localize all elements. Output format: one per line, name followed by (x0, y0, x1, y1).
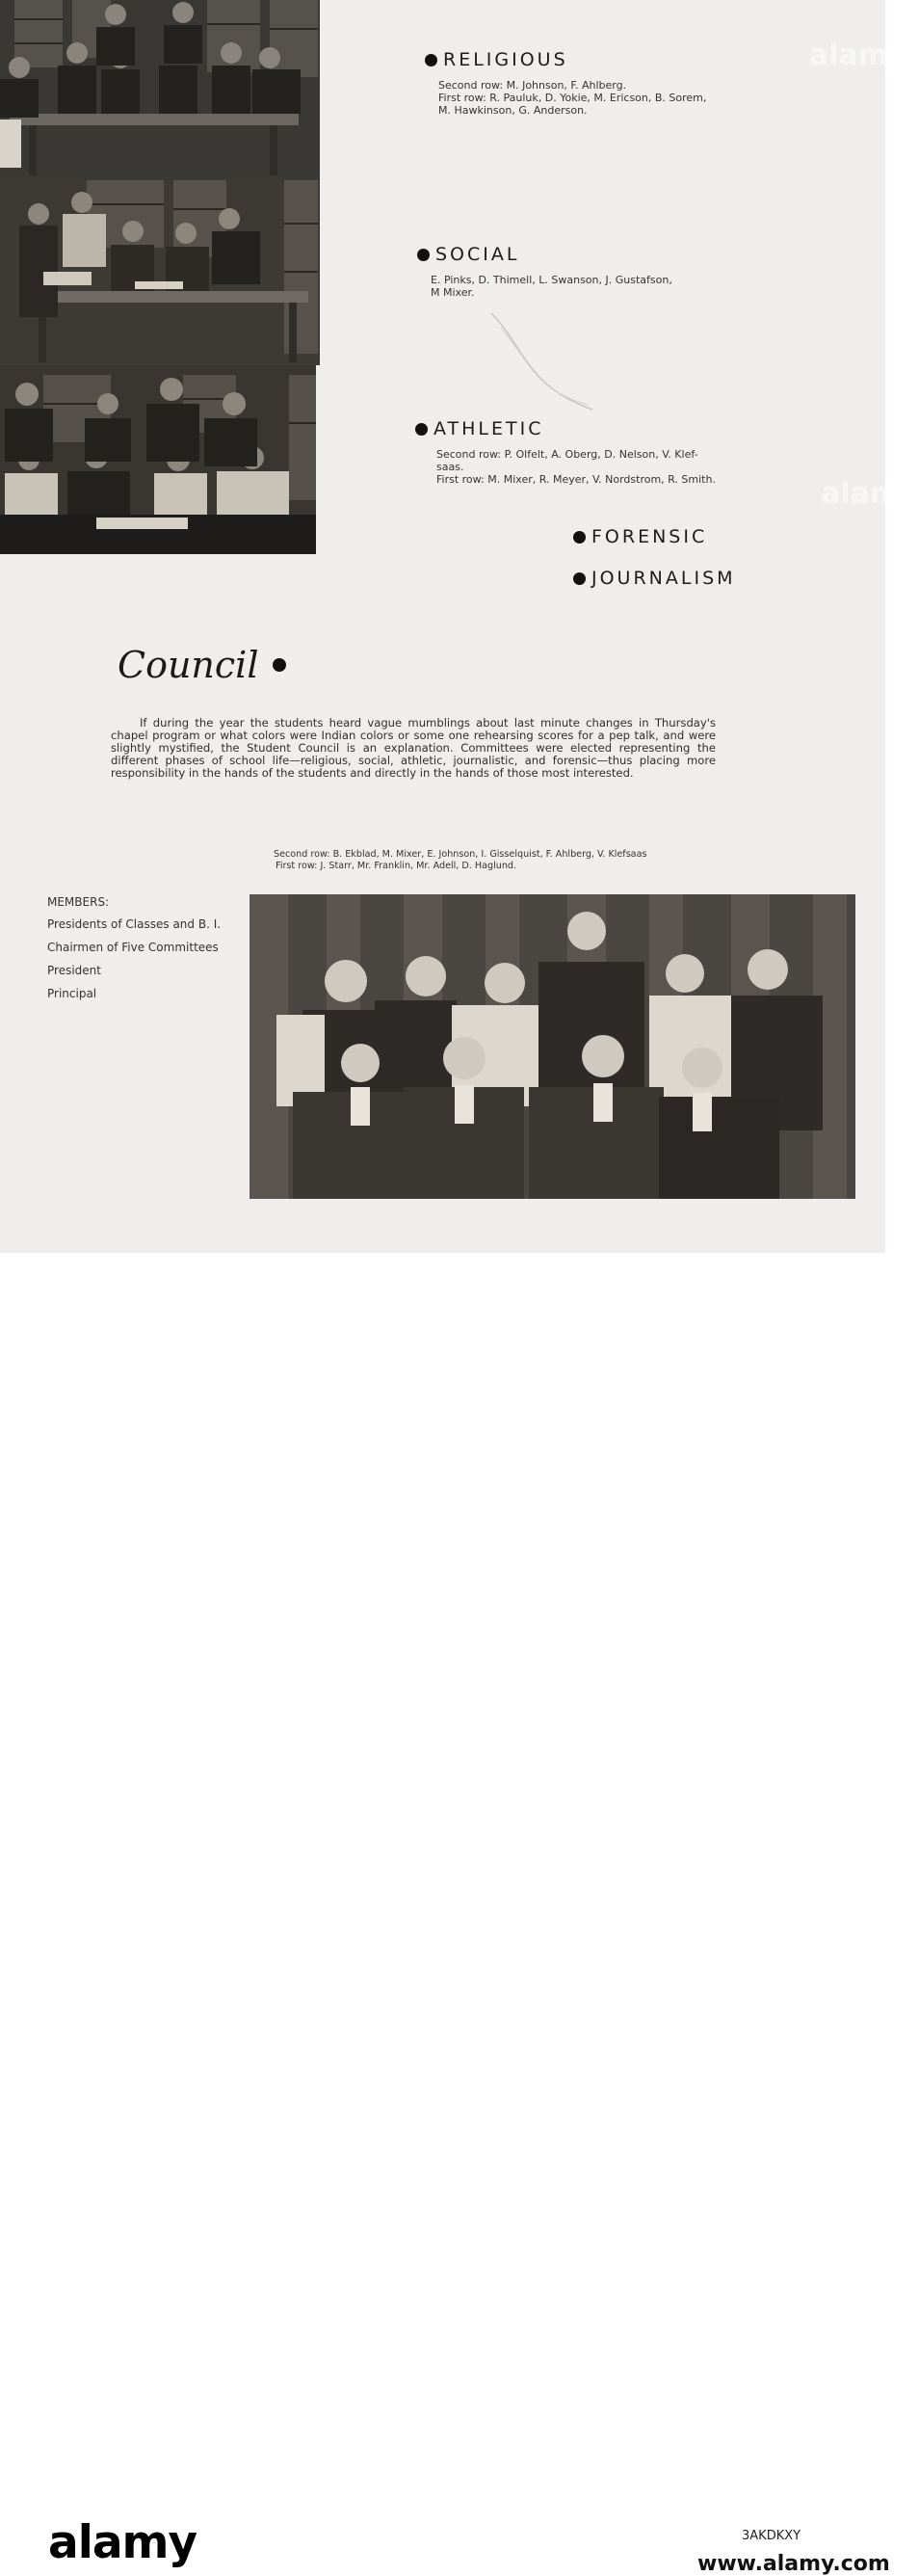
religious-section (425, 49, 706, 117)
council-description: If during the year the students heard vague mumblings about last minute changes in Thursday's chapel program or what colors were Indian colors or some one rehearsing scores for a pep talk, and were slightly mystified, the Student Council is an explanation. Committees were elected representing the different phases of school life—religious, social, athletic, journalistic, and forensic—thus placing more responsibility in the hands of the students and directly in the hands of those most interested. (111, 716, 716, 780)
religious-heading (425, 49, 706, 70)
list-item: Chairmen of Five Committees (47, 941, 219, 954)
religious-caption-line1: Second row: M. Johnson, F. Ahlberg. (438, 79, 627, 92)
journalism-section (573, 568, 736, 589)
religious-committee-photo (0, 0, 320, 175)
athletic-heading (415, 418, 716, 439)
watermark: alamy (821, 477, 919, 511)
social-heading (417, 244, 780, 265)
religious-caption-line3: M. Hawkinson, G. Anderson. (438, 104, 588, 117)
decorative-swirl (486, 308, 602, 414)
athletic-committee-photo (0, 365, 316, 554)
council-group-photo (249, 894, 855, 1199)
religious-title: RELIGIOUS (443, 49, 568, 70)
forensic-title: FORENSIC (591, 526, 708, 547)
council-photo-caption (274, 849, 646, 872)
religious-caption (438, 79, 706, 117)
forensic-section (573, 526, 707, 547)
social-title: SOCIAL (435, 244, 520, 265)
bullet-dot-icon (417, 249, 430, 261)
social-section (417, 244, 780, 299)
site-url[interactable]: www.alamy.com (697, 2552, 890, 2576)
journalism-title: JOURNALISM (591, 568, 736, 589)
social-committee-photo (0, 175, 320, 365)
stock-footer-banner (0, 1253, 890, 2576)
bullet-dot-icon (573, 572, 586, 585)
members-list (47, 896, 236, 1011)
athletic-caption-line2: saas. (436, 461, 464, 473)
athletic-section (415, 418, 716, 486)
athletic-caption (436, 448, 716, 486)
social-caption (431, 274, 780, 299)
council-title: Council (118, 644, 259, 686)
list-item: Principal (47, 987, 97, 1000)
council-caption-line2: First row: J. Starr, Mr. Franklin, Mr. Adell, D. Haglund. (276, 861, 517, 871)
religious-caption-line2: First row: R. Pauluk, D. Yokie, M. Ericson, B. Sorem, (438, 92, 707, 104)
athletic-title: ATHLETIC (433, 418, 544, 439)
list-item: President (47, 964, 101, 977)
bullet-dot-icon (425, 54, 437, 66)
yearbook-page (0, 0, 919, 1253)
council-caption-line1: Second row: B. Ekblad, M. Mixer, E. Johnson, I. Gisselquist, F. Ahlberg, V. Klefsaas (274, 849, 647, 860)
journalism-heading (573, 568, 736, 589)
social-caption-line2: M Mixer. (431, 286, 475, 299)
bullet-dot-icon (273, 658, 286, 672)
athletic-caption-line1: Second row: P. Olfelt, A. Oberg, D. Nelson, V. Klef- (436, 448, 698, 461)
social-caption-line1: E. Pinks, D. Thimell, L. Swanson, J. Gustafson, (431, 274, 672, 286)
athletic-caption-line3: First row: M. Mixer, R. Meyer, V. Nordstrom, R. Smith. (436, 473, 716, 486)
bullet-dot-icon (415, 423, 428, 436)
forensic-heading (573, 526, 707, 547)
alamy-logo: alamy (48, 2516, 197, 2569)
council-heading (118, 644, 286, 686)
members-label: MEMBERS: (47, 895, 110, 909)
list-item: Presidents of Classes and B. I. (47, 917, 222, 931)
bullet-dot-icon (573, 531, 586, 544)
watermark: alamy (809, 39, 907, 72)
image-id: 3AKDKXY (742, 2529, 801, 2543)
